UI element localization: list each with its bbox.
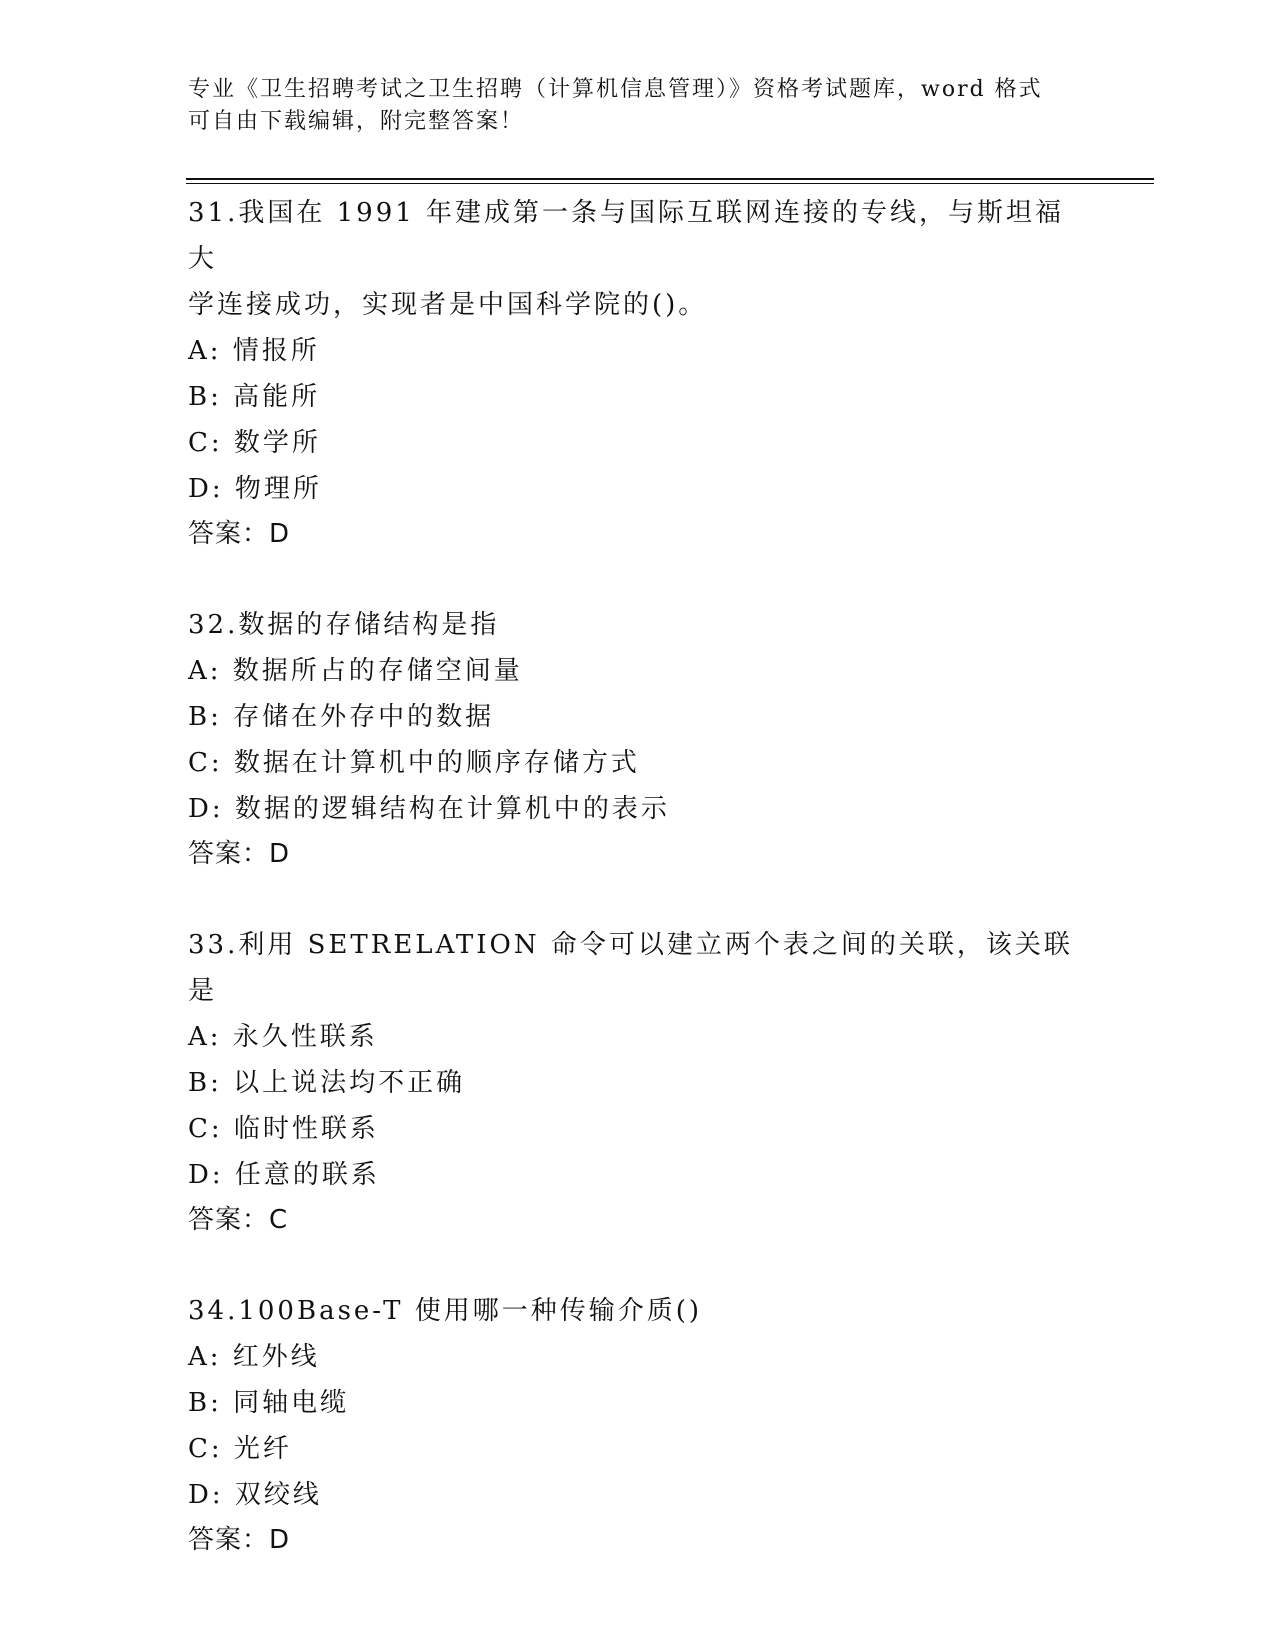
question-text: 32.数据的存储结构是指 xyxy=(188,610,500,640)
question-text: 31.我国在 1991 年建成第一条与国际互联网连接的专线，与斯坦福大 xyxy=(188,198,1065,274)
question-text: 33.利用 SETRELATION 命令可以建立两个表之间的关联，该关联是 xyxy=(188,930,1073,1006)
document-header xyxy=(188,74,1068,138)
option-d: D: 物理所 xyxy=(188,474,322,504)
question-32 xyxy=(188,602,1088,876)
question-31 xyxy=(188,190,1088,556)
option-c: C: 光纤 xyxy=(188,1434,292,1464)
option-c: C: 数学所 xyxy=(188,428,321,458)
option-c: C: 临时性联系 xyxy=(188,1114,379,1144)
option-c: C: 数据在计算机中的顺序存储方式 xyxy=(188,748,640,778)
question-text: 34.100Base-T 使用哪一种传输介质() xyxy=(188,1296,703,1326)
answer: 答案：C xyxy=(188,1205,289,1235)
option-a: A: 永久性联系 xyxy=(188,1022,378,1052)
header-line-2: 可自由下载编辑，附完整答案！ xyxy=(188,109,525,134)
option-a: A: 情报所 xyxy=(188,336,320,366)
option-b: B: 以上说法均不正确 xyxy=(188,1068,466,1098)
option-b: B: 存储在外存中的数据 xyxy=(188,702,495,732)
header-divider-thin xyxy=(186,183,1154,184)
option-d: D: 双绞线 xyxy=(188,1480,322,1510)
option-a: A: 数据所占的存储空间量 xyxy=(188,656,523,686)
option-b: B: 同轴电缆 xyxy=(188,1388,350,1418)
answer: 答案：D xyxy=(188,839,291,869)
question-33 xyxy=(188,922,1088,1242)
answer: 答案：D xyxy=(188,1525,291,1555)
option-b: B: 高能所 xyxy=(188,382,321,412)
question-text-continued: 学连接成功，实现者是中国科学院的()。 xyxy=(188,290,708,320)
question-34 xyxy=(188,1288,1088,1562)
option-d: D: 数据的逻辑结构在计算机中的表示 xyxy=(188,794,670,824)
header-divider-thick xyxy=(186,178,1154,180)
option-a: A: 红外线 xyxy=(188,1342,320,1372)
question-list xyxy=(188,190,1088,1608)
header-line-1: 专业《卫生招聘考试之卫生招聘（计算机信息管理）》资格考试题库，word 格式 xyxy=(188,77,1043,102)
answer: 答案：D xyxy=(188,519,291,549)
option-d: D: 任意的联系 xyxy=(188,1160,380,1190)
